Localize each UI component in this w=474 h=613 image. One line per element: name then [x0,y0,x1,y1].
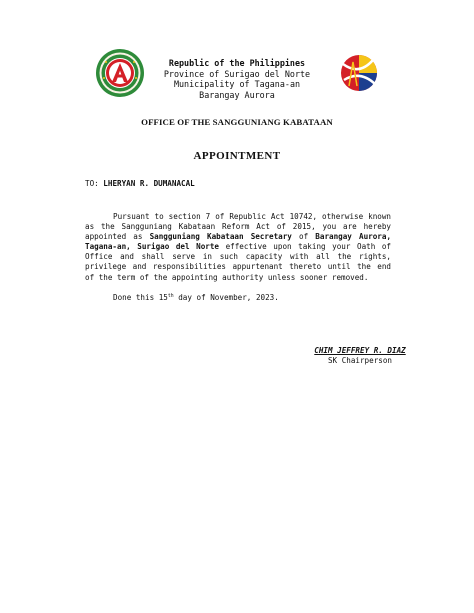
body-intro: Pursuant to section 7 of Republic Act 10742, otherwise known as the Sangguniang Kabataan Reform Act of 2015, you are hereby appointed as [85,212,391,242]
date-line [113,293,279,302]
appointment-place: Barangay Aurora, Tagana-an, Surigao del Norte [85,232,392,252]
sk-logo-icon [340,54,378,92]
signatory-title: SK Chairperson [327,356,392,365]
body-terms: effective upon taking your Oath of Office and shall serve in such capacity with all the rights, privilege and responsibilities appurtenant thereto until the end of the term of the appointing authority unless sooner removed. [85,242,392,282]
signature-block [260,346,460,365]
date-before: Done this 15 [113,293,168,302]
addressee-prefix: TO: [85,179,99,188]
date-after: day of November, 2023. [173,293,279,302]
letterhead-barangay: Barangay Aurora [199,89,275,100]
document-title: APPOINTMENT [193,150,281,162]
appointed-position: Sangguniang Kabataan Secretary [149,232,292,242]
date-ordinal: th [167,294,174,299]
appointment-body [85,212,391,283]
addressee-line [85,179,195,188]
letterhead-municipality: Municipality of Tagana-an [173,79,301,89]
letterhead-country: Republic of the Philippines [168,58,306,68]
addressee-name: LHERYAN R. DUMANACAL [103,179,195,188]
body-connector: of [291,232,316,242]
letterhead-province: Province of Surigao del Norte [163,68,311,79]
signatory-name: CHIM JEFFREY R. DIAZ [314,346,406,355]
letterhead [130,58,344,100]
office-heading: OFFICE OF THE SANGGUNIANG KABATAAN [141,117,333,127]
